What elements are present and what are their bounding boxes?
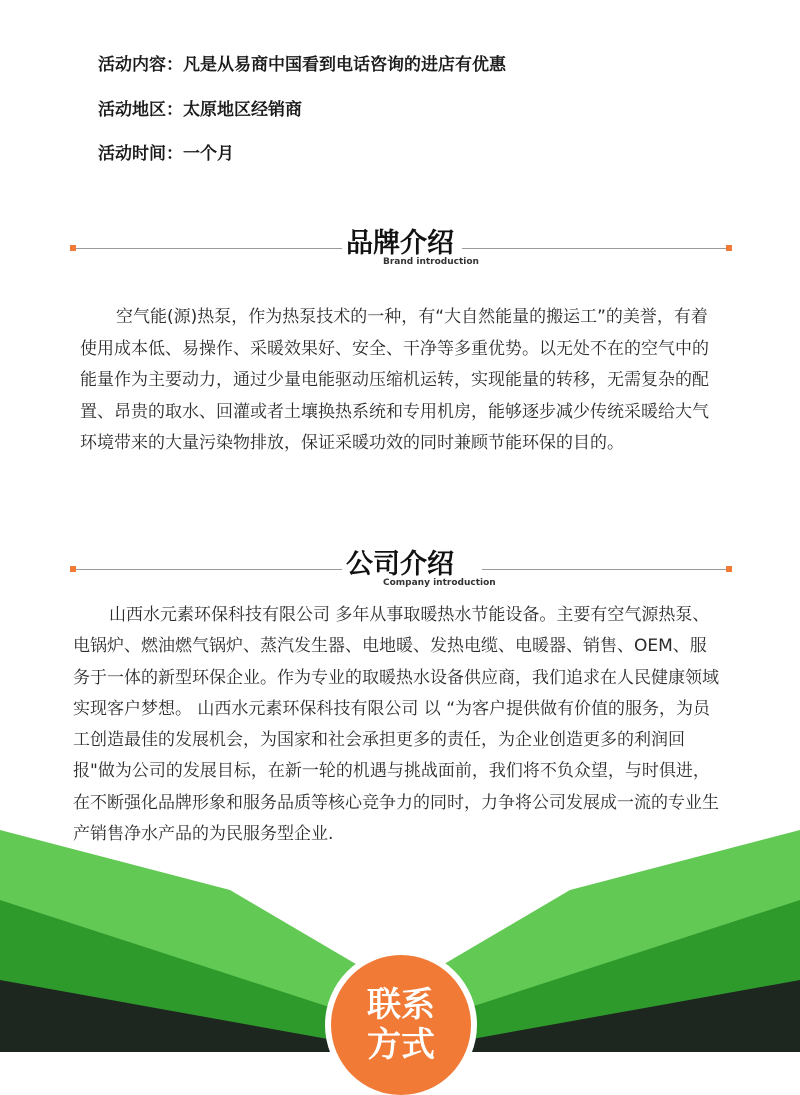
activity-content: 活动内容：凡是从易商中国看到电话咨询的进店有优惠 xyxy=(98,55,506,75)
brand-text: 空气能(源)热泵，作为热泵技术的一种，有“大自然能量的搬运工”的美誉，有着使用成本低、易操作、采暖效果好、安全、干净等多重优势。以无处不在的空气中的能量作为主要动力，通过少量电能驱动压缩机运转，实现能量的转移，无需复杂的配置、昂贵的取水、回灌或者土壤换热系统和专用机房，能够逐步减少传统采暖给大气环境带来的大量污染物排放，保证采暖功效的同时兼顾节能环保的目的。 xyxy=(80,307,709,453)
right-marker-dot xyxy=(726,245,732,251)
left-divider xyxy=(76,569,342,570)
company-title: 公司介绍 xyxy=(346,549,454,580)
company-section-header xyxy=(70,550,732,590)
brand-paragraph xyxy=(80,302,720,460)
company-paragraph xyxy=(73,600,721,850)
contact-label: 联系 方式 xyxy=(367,985,435,1065)
company-subtitle: Company introduction xyxy=(383,578,496,588)
brand-subtitle: Brand introduction xyxy=(383,257,479,267)
activity-time: 活动时间：一个月 xyxy=(98,144,234,164)
right-marker-dot xyxy=(726,566,732,572)
company-text: 山西水元素环保科技有限公司 多年从事取暖热水节能设备。主要有空气源热泵、电锅炉、燃油燃气锅炉、蒸汽发生器、电地暖、发热电缆、电暖器、销售、OEM、服务于一体的新型环保企业。作为专业的取暖热水设备供应商，我们追求在人民健康领域实现客户梦想。 山西水元素环保科技有限公司 以 “为客户提供做有价值的服务，为员工创造最佳的发展机会，为国家和社会承担更多的责任，为企业创造更多的利润回报"做为公司的发展目标，在新一轮的机遇与挑战面前，我们将不负众望，与时俱进，在不断强化品牌形象和服务品质等核心竞争力的同时，力争将公司发展成一流的专业生产销售净水产品的为民服务型企业. xyxy=(73,605,719,845)
right-divider xyxy=(482,569,726,570)
activity-region: 活动地区：太原地区经销商 xyxy=(98,100,302,120)
brand-title: 品牌介绍 xyxy=(346,228,454,259)
right-divider xyxy=(462,248,726,249)
brand-section-header xyxy=(70,229,732,269)
contact-badge[interactable] xyxy=(331,955,471,1095)
left-divider xyxy=(76,248,342,249)
